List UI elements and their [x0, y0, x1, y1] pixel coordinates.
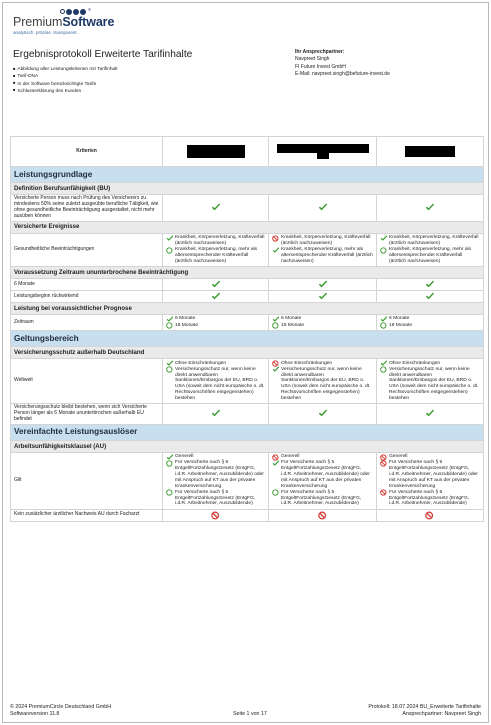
- entry-text: 6 Monate: [281, 316, 302, 322]
- open-circle-icon: [380, 366, 388, 373]
- table-row: [11, 404, 484, 425]
- entry-text: Ohne Einschränkungen: [281, 360, 333, 366]
- cell-entry: [272, 235, 373, 247]
- contact-name: Navpreet Singh: [295, 56, 330, 63]
- prohibited-icon: [272, 235, 280, 242]
- table-row: [11, 233, 484, 266]
- tariff-cell: [377, 290, 484, 302]
- cell-entry: [380, 247, 480, 264]
- entry-text: Für Versicherte nach § 5 EntgeltFortzahlungsGesetz (EntgFG, i.d.R. Arbeitnehmer, Auszubildende) oder mit Anspruch auf KT aus der privaten Krankenversicherung: [281, 460, 370, 489]
- entry-text: Krankheit, Körperverletzung, Kräfteverfall (ärztlich nachzuweisen): [389, 235, 479, 246]
- entry-text: Krankheit, Körperverletzung, mehr als altersentsprechender Kräfteverfall (ärztlich nachzuweisen): [389, 247, 472, 264]
- table-row: [11, 509, 484, 521]
- cell-entry: [272, 460, 373, 489]
- tariff-cell: [269, 359, 377, 404]
- criterion-label: Versicherte Person muss nach Prüfung des Versicherers zu mindestens 50% seine zuletzt ausgeübte berufliche Tätigkeit, wie ohne gesundheitliche Beeinträchtigung ausgestaltet, nicht mehr ausüben können: [11, 195, 163, 222]
- logo-dot: [80, 9, 86, 15]
- cell-entry: [380, 367, 480, 402]
- subsection-row: [11, 266, 484, 278]
- subsection-title: Leistung bei voraussichtlicher Prognose: [11, 302, 484, 314]
- section-title: Vereinfachte Leistungsauslöser: [11, 424, 484, 440]
- subsection-title: Versicherte Ereignisse: [11, 221, 484, 233]
- section-row: [11, 167, 484, 183]
- cell-entry: [272, 367, 373, 402]
- criterion-label: Zeitraum: [11, 314, 163, 330]
- table-body: [11, 167, 484, 522]
- tariff-cell: [269, 314, 377, 330]
- logo-dot: [66, 9, 72, 15]
- brand-name: [13, 15, 114, 30]
- table-row: [11, 278, 484, 290]
- tariff-cell: [269, 290, 377, 302]
- scope-list: [13, 67, 118, 96]
- tariff-cell: [163, 314, 269, 330]
- cell-entry: [380, 323, 480, 329]
- check-icon: [318, 280, 328, 289]
- check-icon: [425, 292, 435, 301]
- tariff-cell: [163, 233, 269, 266]
- scope-item: ■ Schlusserklärung des Kunden: [13, 89, 118, 96]
- entry-text: Generell: [389, 454, 408, 460]
- entry-text: 18 Monate: [281, 322, 305, 328]
- premium-software-logo: [13, 8, 133, 38]
- brand-name-part2: Software: [62, 15, 115, 29]
- cell-entry: [272, 490, 373, 507]
- comparison-table: [10, 136, 484, 522]
- entry-marker: [380, 489, 388, 497]
- cell-entry: [380, 361, 480, 367]
- tariff-cell: [377, 359, 484, 404]
- entry-marker: [166, 489, 174, 497]
- check-icon: [318, 292, 328, 301]
- footer-contact: Ansprechpartner: Navpreet Singh: [402, 711, 481, 717]
- criteria-header: Kriterien: [11, 137, 163, 167]
- cell-entry: [166, 247, 265, 264]
- tariff-cell: [269, 233, 377, 266]
- cell-entry: [380, 460, 480, 489]
- scope-item: ■ In der Software berücksichtigte Tarife: [13, 82, 118, 89]
- cell-entry: [166, 490, 265, 507]
- logo-dots: [60, 8, 91, 15]
- check-icon: [211, 203, 221, 212]
- entry-marker: [272, 460, 280, 468]
- open-circle-icon: [166, 322, 174, 329]
- criterion-label: Versicherungsschutz bleibt bestehen, wenn sich Versicherte Person länger als 6 Monate ununterbrochen außerhalb EU befindet: [11, 404, 163, 425]
- footer-protocol: Protokoll: 18.07.2024 BU_Erweiterte Tarifinhalte: [368, 704, 481, 710]
- criterion-label: Gilt: [11, 452, 163, 509]
- footer-copyright: © 2024 PremiumCircle Deutschland GmbH: [10, 704, 112, 710]
- check-icon: [380, 235, 388, 242]
- open-circle-icon: [166, 489, 174, 496]
- logo-dot-ring: [60, 9, 65, 14]
- check-icon: [318, 409, 328, 418]
- entry-text: Generell: [175, 454, 194, 460]
- entry-text: Für Versicherte nach § 5 EntgeltFortzahlungsGesetz (EntgFG, i.d.R. Arbeitnehmer, Auszubildende) oder mit Anspruch auf KT aus der privaten Krankenversicherung: [389, 460, 478, 489]
- tariff-cell: [163, 195, 269, 222]
- tariff-cell: [377, 233, 484, 266]
- brand-tagline: analytisch. präzise. transparent.: [13, 30, 78, 35]
- footer-left: [10, 704, 111, 718]
- prohibited-icon: [380, 489, 388, 496]
- check-icon: [425, 409, 435, 418]
- entry-marker: [272, 489, 280, 497]
- redaction-bar: [405, 146, 455, 157]
- check-icon: [211, 409, 221, 418]
- entry-marker: [380, 235, 388, 243]
- open-circle-icon: [166, 460, 174, 467]
- entry-marker: [166, 366, 174, 374]
- cell-entry: [166, 361, 265, 367]
- entry-text: Versicherungsschutz nur, wenn keine direkt anwendbaren Sanktionen/Embargos der EU, BRD o. USA (soweit dem nicht europäische o. dt. Rechtsvorschriften entgegenstehen) bestehen: [389, 366, 479, 401]
- entry-text: 6 Monate: [389, 316, 410, 322]
- entry-text: Für Versicherte nach § 5 EntgeltFortzahlungsGesetz (EntgFG, i.d.R. Arbeitnehmer, Auszubildende) oder mit Anspruch auf KT aus der privaten Krankenversicherung: [175, 460, 264, 489]
- subsection-row: [11, 440, 484, 452]
- entry-marker: [380, 322, 388, 330]
- cell-entry: [166, 460, 265, 489]
- entry-marker: [272, 235, 280, 243]
- cell-entry: [166, 323, 265, 329]
- prohibited-icon: [318, 511, 328, 520]
- footer-right: [368, 704, 481, 718]
- logo-dot: [73, 9, 79, 15]
- entry-marker: [272, 366, 280, 374]
- entry-marker: [166, 247, 174, 255]
- table-row: [11, 452, 484, 509]
- check-icon: [211, 292, 221, 301]
- entry-marker: [166, 460, 174, 468]
- entry-text: Für Versicherte nach § 5 EntgeltFortzahlungsGesetz (EntgFG, i.d.R. Arbeitnehmer, Auszubildende): [389, 489, 470, 507]
- criterion-label: 6 Monate: [11, 278, 163, 290]
- entry-marker: [380, 460, 388, 468]
- subsection-title: Definition Berufsunfähigkeit (BU): [11, 183, 484, 195]
- tariff-cell: [163, 452, 269, 509]
- tariff-cell: [377, 452, 484, 509]
- document-title: Ergebnisprotokoll Erweiterte Tarifinhalte: [13, 49, 193, 60]
- open-circle-icon: [380, 247, 388, 254]
- entry-text: Für Versicherte nach § 5 EntgeltFortzahlungsGesetz (EntgFG, i.d.R. Arbeitnehmer, Auszubildende): [175, 489, 256, 507]
- check-icon: [318, 203, 328, 212]
- section-title: Leistungsgrundlage: [11, 167, 484, 183]
- section-title: Geltungsbereich: [11, 331, 484, 347]
- tariff-cell: [163, 404, 269, 425]
- entry-text: Ohne Einschränkungen: [175, 360, 227, 366]
- entry-text: Krankheit, Körperverletzung, mehr als altersentsprechender Kräfteverfall (ärztlich nachzuweisen): [281, 247, 373, 264]
- cell-entry: [166, 367, 265, 402]
- scope-item: ■ Tarif-DNA: [13, 74, 118, 81]
- entry-marker: [166, 235, 174, 243]
- check-icon: [272, 460, 280, 467]
- entry-text: Für Versicherte nach § 5 EntgeltFortzahlungsGesetz (EntgFG, i.d.R. Arbeitnehmer, Auszubildende): [281, 489, 362, 507]
- table-row: [11, 195, 484, 222]
- subsection-row: [11, 347, 484, 359]
- cell-entry: [166, 316, 265, 322]
- tariff-cell: [377, 195, 484, 222]
- tariff-cell: [269, 278, 377, 290]
- entry-marker: [166, 322, 174, 330]
- registered-mark: ®: [88, 7, 91, 13]
- entry-text: Krankheit, Körperverletzung, mehr als altersentsprechender Kräfteverfall (ärztlich nachzuweisen): [175, 247, 258, 264]
- redaction-bar: [187, 145, 245, 158]
- cell-entry: [272, 361, 373, 367]
- contact-email: E-Mail: navpreet.singh@befuture-invest.de: [295, 71, 390, 78]
- check-icon: [425, 203, 435, 212]
- table-row: [11, 290, 484, 302]
- cell-entry: [272, 316, 373, 322]
- table-header-row: [11, 137, 484, 167]
- tariff-cell: [163, 509, 269, 521]
- tariff-header-redacted: [269, 137, 377, 167]
- subsection-row: [11, 302, 484, 314]
- tariff-cell: [377, 404, 484, 425]
- scope-item: ■ Abbildung aller Leistungskriterien mit Tarifinhalt: [13, 67, 118, 74]
- entry-text: Versicherungsschutz nur, wenn keine direkt anwendbaren Sanktionen/Embargos der EU, BRD o. USA (soweit dem nicht europäische o. dt. Rechtsvorschriften entgegenstehen) bestehen: [175, 366, 265, 401]
- document-page: [2, 2, 489, 723]
- tariff-cell: [269, 452, 377, 509]
- section-row: [11, 331, 484, 347]
- tariff-cell: [377, 278, 484, 290]
- criterion-label: Kein zusätzlicher ärztlicher Nachweis AU durch Facharzt: [11, 509, 163, 521]
- check-icon: [211, 280, 221, 289]
- footer-page-number: Seite 1 von 17: [233, 711, 267, 717]
- tariff-header-redacted: [163, 137, 269, 167]
- cell-entry: [166, 235, 265, 247]
- cell-entry: [380, 235, 480, 247]
- check-icon: [272, 366, 280, 373]
- entry-marker: [380, 247, 388, 255]
- tariff-cell: [163, 278, 269, 290]
- entry-text: 6 Monate: [175, 316, 196, 322]
- tariff-cell: [163, 359, 269, 404]
- open-circle-icon: [272, 489, 280, 496]
- tariff-cell: [377, 509, 484, 521]
- tariff-cell: [269, 404, 377, 425]
- criterion-label: Gesundheitliche Beeinträchtigungen: [11, 233, 163, 266]
- section-row: [11, 424, 484, 440]
- check-icon: [166, 235, 174, 242]
- entry-text: Krankheit, Körperverletzung, Kräfteverfall (ärztlich nachzuweisen): [175, 235, 265, 246]
- tariff-cell: [269, 509, 377, 521]
- open-circle-icon: [166, 247, 174, 254]
- contact-label: Ihr Ansprechpartner:: [295, 49, 345, 55]
- brand-name-part1: Premium: [13, 15, 63, 29]
- check-icon: [272, 247, 280, 254]
- subsection-title: Voraussetzung Zeitraum ununterbrochene Beeinträchtigung: [11, 266, 484, 278]
- tariff-cell: [163, 290, 269, 302]
- footer-software-version: Softwareversion 11.8: [10, 711, 60, 717]
- tariff-cell: [377, 314, 484, 330]
- entry-text: 18 Monate: [175, 322, 199, 328]
- cell-entry: [272, 323, 373, 329]
- prohibited-icon: [425, 511, 435, 520]
- entry-text: Versicherungsschutz nur, wenn keine direkt anwendbaren Sanktionen/Embargos der EU, BRD o. USA (soweit dem nicht europäische o. dt. Rechtsvorschriften entgegenstehen) bestehen: [281, 366, 371, 401]
- entry-text: Krankheit, Körperverletzung, Kräfteverfall (ärztlich nachzuweisen): [281, 235, 371, 246]
- redaction-bar: [277, 144, 369, 153]
- cell-entry: [380, 490, 480, 507]
- criterion-label: Leistungsbeginn rückwirkend: [11, 290, 163, 302]
- prohibited-icon: [380, 460, 388, 467]
- cell-entry: [272, 247, 373, 264]
- entry-text: Generell: [281, 454, 300, 460]
- redaction-bar: [317, 153, 329, 159]
- subsection-row: [11, 183, 484, 195]
- subsection-title: Arbeitsunfähigkeitsklausel (AU): [11, 440, 484, 452]
- cell-entry: [380, 316, 480, 322]
- subsection-title: Versicherungsschutz außerhalb Deutschland: [11, 347, 484, 359]
- subsection-row: [11, 221, 484, 233]
- entry-marker: [272, 322, 280, 330]
- criterion-label: Weltweit: [11, 359, 163, 404]
- table-row: [11, 359, 484, 404]
- table-row: [11, 314, 484, 330]
- open-circle-icon: [166, 366, 174, 373]
- entry-marker: [380, 366, 388, 374]
- open-circle-icon: [380, 322, 388, 329]
- open-circle-icon: [272, 322, 280, 329]
- check-icon: [425, 280, 435, 289]
- contact-company: FI Future Invest GmbH: [295, 63, 346, 70]
- prohibited-icon: [211, 511, 221, 520]
- tariff-header-redacted: [377, 137, 484, 167]
- contact-block: [295, 50, 390, 80]
- tariff-cell: [269, 195, 377, 222]
- entry-text: Ohne Einschränkungen: [389, 360, 441, 366]
- entry-marker: [272, 247, 280, 255]
- entry-text: 18 Monate: [389, 322, 413, 328]
